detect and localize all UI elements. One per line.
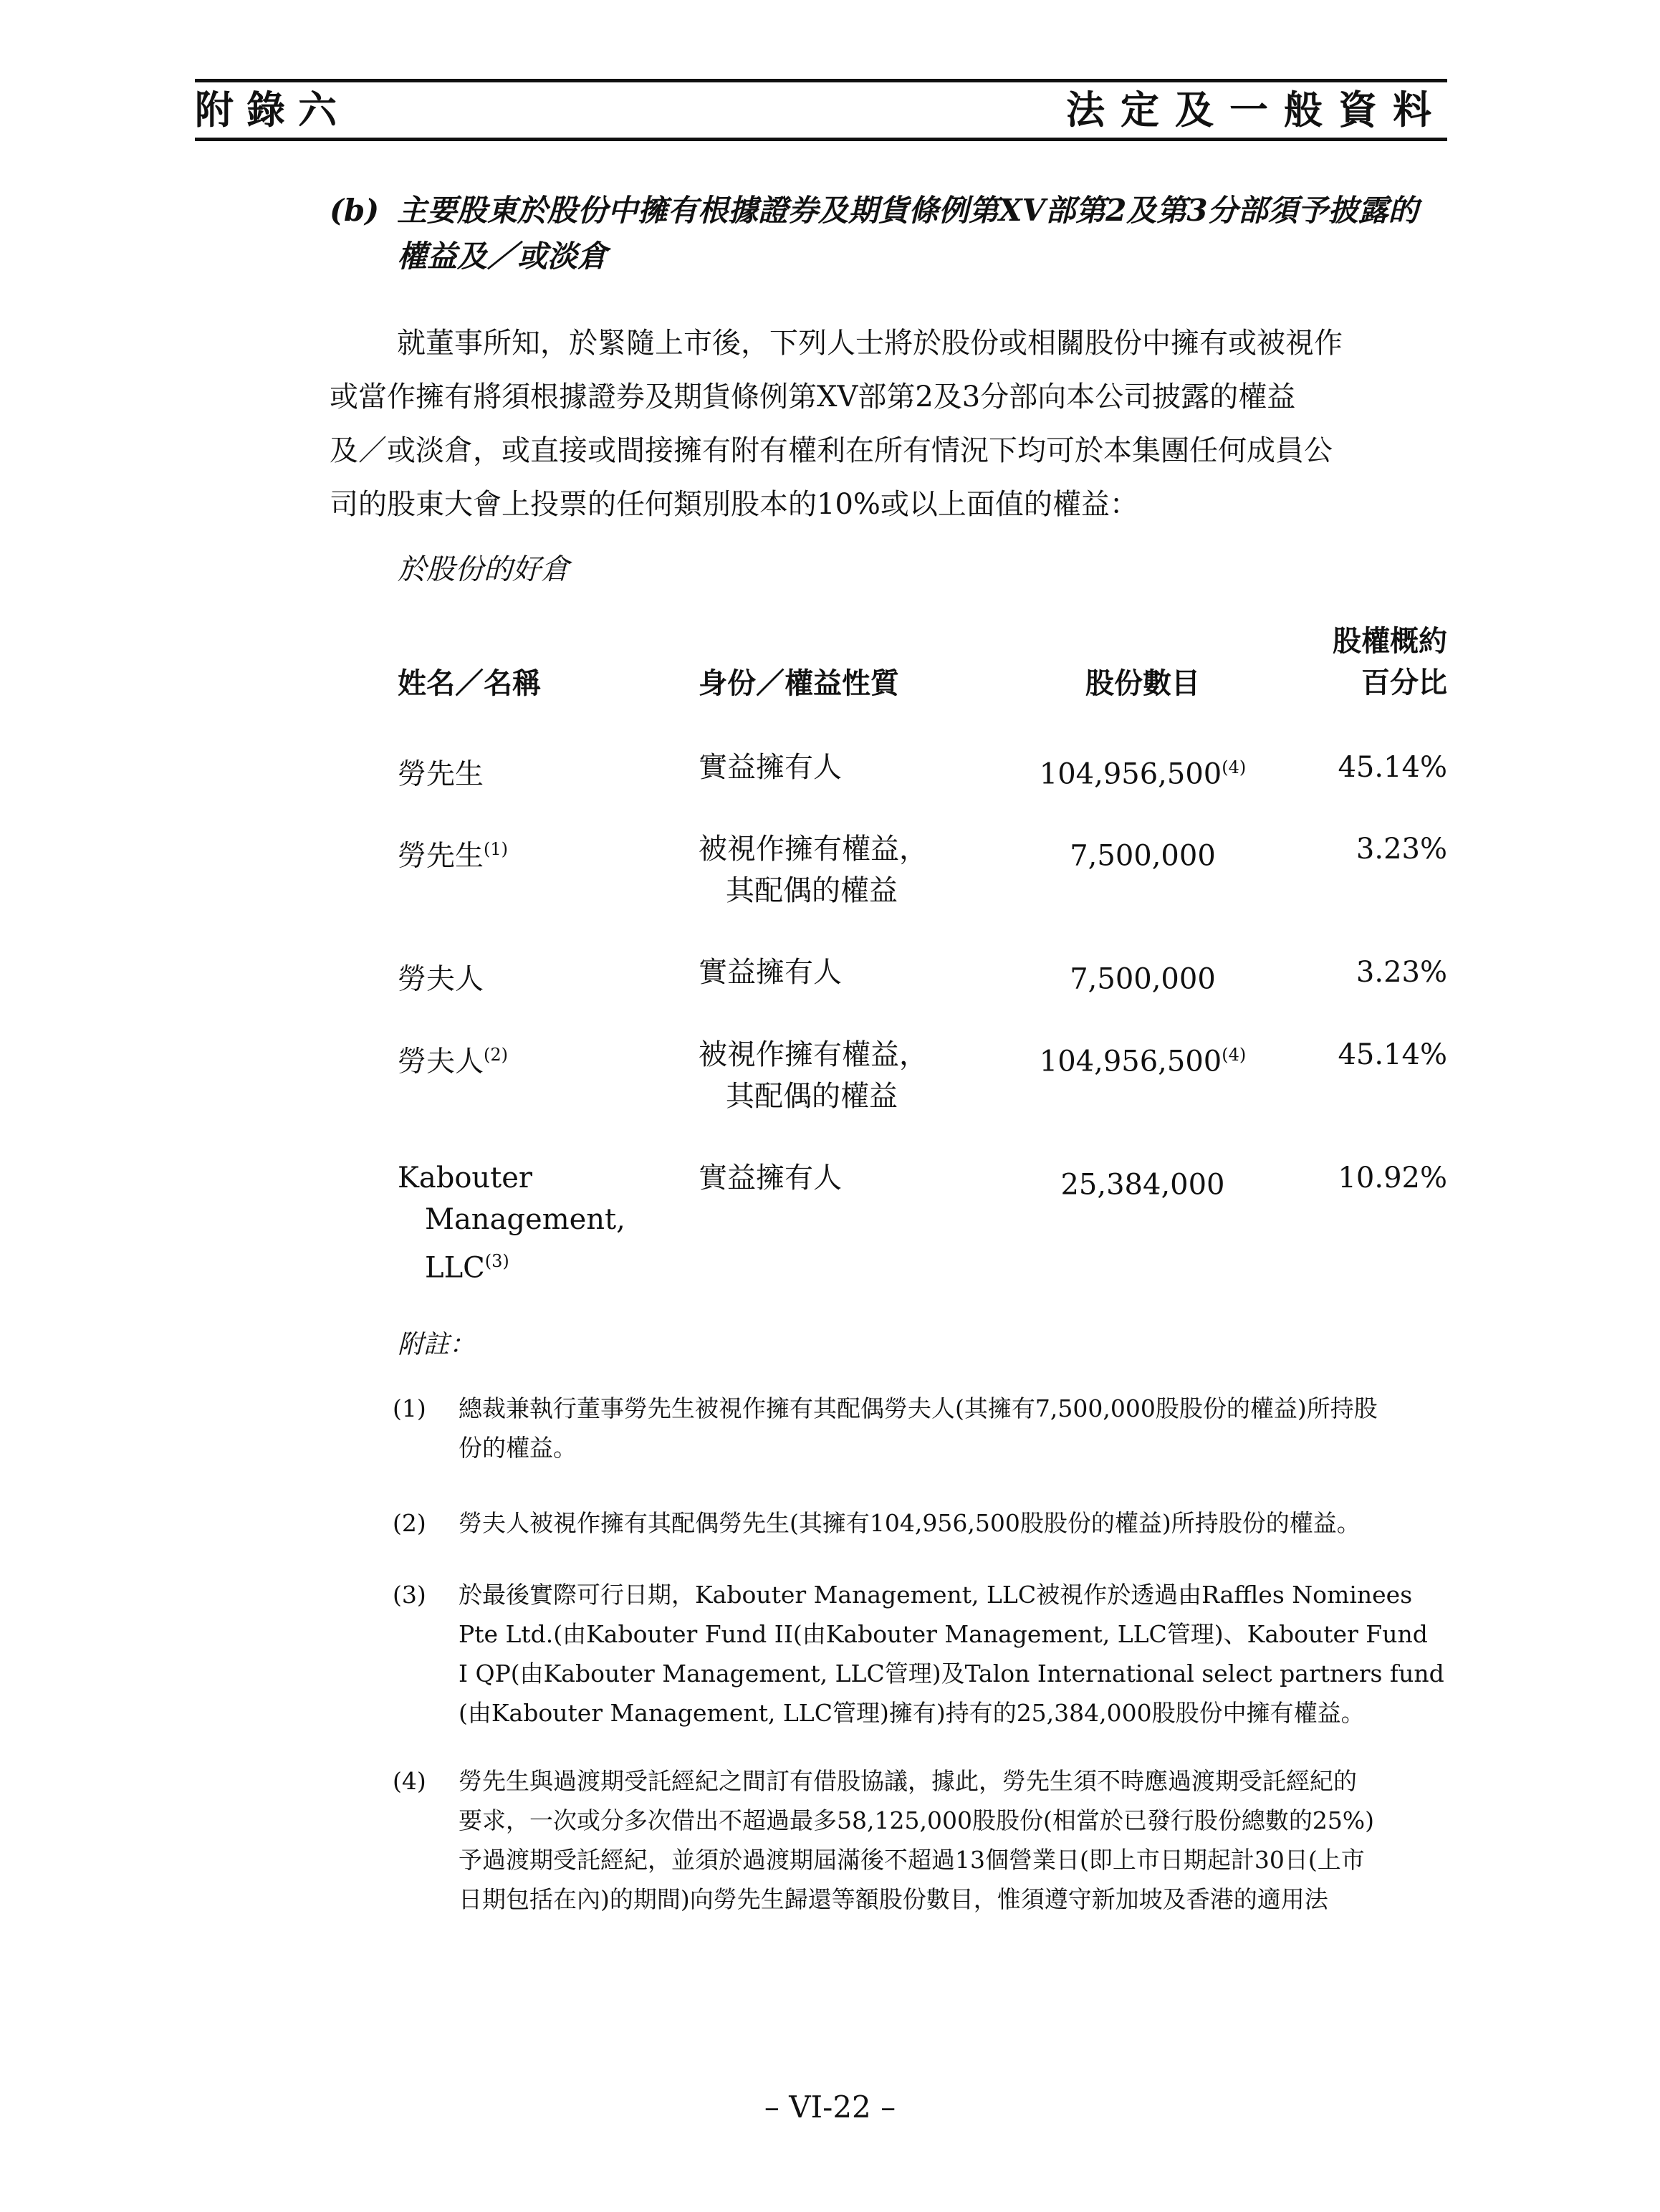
intro-paragraph bbox=[330, 317, 1447, 532]
table-row-capacity: 實益擁有人 bbox=[699, 1162, 842, 1194]
name-text: 勞夫人 bbox=[398, 962, 484, 996]
table-row-shares bbox=[982, 828, 1304, 876]
footnote-ref: (3) bbox=[484, 1251, 509, 1271]
col-header-capacity: 身份／權益性質 bbox=[699, 666, 899, 700]
capacity-line: 其配偶的權益 bbox=[726, 1080, 898, 1113]
shares-text: 104,956,500 bbox=[1039, 1045, 1222, 1078]
table-row-percentage: 45.14% bbox=[1338, 1038, 1447, 1071]
shares-text: 25,384,000 bbox=[1060, 1168, 1225, 1202]
section-label: (b) bbox=[330, 193, 380, 228]
table-row-capacity: 實益擁有人 bbox=[699, 751, 842, 784]
header-top-rule bbox=[195, 79, 1447, 82]
table-row-name bbox=[398, 1034, 508, 1082]
note-1 bbox=[393, 1389, 1447, 1468]
table-row-percentage: 10.92% bbox=[1338, 1162, 1447, 1194]
name-line bbox=[398, 1240, 625, 1288]
capacity-line: 其配偶的權益 bbox=[726, 874, 898, 907]
section-title: 法定及一般資料 bbox=[1066, 87, 1447, 133]
name-text: 勞先生 bbox=[398, 839, 484, 873]
capacity-line: 被視作擁有權益， bbox=[699, 1038, 928, 1071]
table-row-shares bbox=[982, 1157, 1304, 1205]
capacity-line: 被視作擁有權益， bbox=[699, 833, 928, 866]
name-text: 勞夫人 bbox=[398, 1045, 484, 1078]
table-subheading: 於股份的好倉 bbox=[398, 553, 570, 586]
note-line: (由Kabouter Management, LLC管理)擁有)持有的25,384,000股股份中擁有權益。 bbox=[459, 1699, 1365, 1727]
note-number: (1) bbox=[393, 1394, 426, 1422]
table-row-percentage: 45.14% bbox=[1338, 751, 1447, 784]
table-row-percentage: 3.23% bbox=[1356, 833, 1447, 866]
footnote-ref: (4) bbox=[1222, 757, 1247, 777]
note-4 bbox=[393, 1761, 1447, 1919]
page-number: – VI-22 – bbox=[764, 2089, 896, 2125]
shares-text: 7,500,000 bbox=[1070, 962, 1216, 996]
note-line: 勞夫人被視作擁有其配偶勞先生(其擁有104,956,500股股份的權益)所持股份的權益。 bbox=[459, 1509, 1361, 1537]
table-row-capacity bbox=[699, 1034, 928, 1117]
note-number: (4) bbox=[393, 1767, 426, 1795]
appendix-title: 附錄六 bbox=[195, 87, 350, 133]
table-row-percentage: 3.23% bbox=[1356, 956, 1447, 989]
note-line: 於最後實際可行日期，Kabouter Management, LLC被視作於透過由Raffles Nominees bbox=[459, 1581, 1413, 1609]
note-line: 日期包括在內)的期間)向勞先生歸還等額股份數目，惟須遵守新加坡及香港的適用法 bbox=[459, 1885, 1328, 1913]
paragraph-line: 或當作擁有將須根據證券及期貨條例第XV部第2及3分部向本公司披露的權益 bbox=[330, 380, 1296, 413]
note-body bbox=[459, 1389, 1447, 1468]
table-row-name bbox=[398, 1157, 625, 1288]
name-text: 勞先生 bbox=[398, 757, 484, 791]
table-row-shares bbox=[982, 747, 1304, 795]
paragraph-line: 就董事所知，於緊隨上市後，下列人士將於股份或相關股份中擁有或被視作 bbox=[397, 327, 1343, 360]
note-body bbox=[459, 1503, 1447, 1543]
note-number: (3) bbox=[393, 1581, 426, 1609]
note-line: Pte Ltd.(由Kabouter Fund II(由Kabouter Management, LLC管理)、Kabouter Fund bbox=[459, 1620, 1428, 1648]
table-row-name bbox=[398, 747, 484, 795]
note-number: (2) bbox=[393, 1509, 426, 1537]
table-row-name bbox=[398, 952, 484, 1000]
note-body bbox=[459, 1761, 1447, 1919]
shares-text: 7,500,000 bbox=[1070, 839, 1216, 873]
note-line: 予過渡期受託經紀，並須於過渡期屆滿後不超過13個營業日(即上市日期起計30日(上市 bbox=[459, 1846, 1365, 1874]
note-2 bbox=[393, 1503, 1447, 1543]
name-text: LLC bbox=[425, 1251, 485, 1285]
note-line: 要求，一次或分多次借出不超過最多58,125,000股股份(相當於已發行股份總數的25%) bbox=[459, 1806, 1375, 1834]
name-line: Management, bbox=[425, 1203, 625, 1236]
section-heading bbox=[330, 188, 1447, 279]
footnote-ref: (2) bbox=[484, 1045, 508, 1065]
note-3 bbox=[393, 1575, 1447, 1733]
shares-text: 104,956,500 bbox=[1039, 757, 1222, 791]
notes-label: 附註： bbox=[398, 1330, 476, 1359]
section-heading-text: 主要股東於股份中擁有根據證券及期貨條例第XV部第2及第3分部須予披露的權益及／或淡倉 bbox=[397, 193, 1419, 274]
table-row-shares bbox=[982, 952, 1304, 1000]
col-header-percentage-line1: 股權概約 bbox=[1333, 624, 1447, 658]
table-row-name bbox=[398, 828, 508, 876]
paragraph-line: 及／或淡倉，或直接或間接擁有附有權利在所有情況下均可於本集團任何成員公 bbox=[330, 434, 1333, 467]
paragraph-line: 司的股東大會上投票的任何類別股本的10%或以上面值的權益： bbox=[330, 488, 1138, 521]
col-header-shares: 股份數目 bbox=[1085, 666, 1200, 700]
name-line: Kabouter bbox=[398, 1162, 533, 1194]
header-bottom-rule bbox=[195, 138, 1447, 141]
note-line: I QP(由Kabouter Management, LLC管理)及Talon International select partners fund bbox=[459, 1660, 1444, 1687]
table-row-capacity: 實益擁有人 bbox=[699, 956, 842, 989]
col-header-name: 姓名／名稱 bbox=[398, 666, 541, 700]
table-row-shares bbox=[982, 1034, 1304, 1082]
col-header-percentage bbox=[1333, 621, 1447, 704]
footnote-ref: (1) bbox=[484, 839, 508, 859]
note-line: 勞先生與過渡期受託經紀之間訂有借股協議，據此，勞先生須不時應過渡期受託經紀的 bbox=[459, 1767, 1357, 1795]
note-line: 總裁兼執行董事勞先生被視作擁有其配偶勞夫人(其擁有7,500,000股股份的權益)所持股 bbox=[459, 1394, 1378, 1422]
footnote-ref: (4) bbox=[1222, 1045, 1247, 1065]
note-line: 份的權益。 bbox=[459, 1434, 577, 1462]
note-body bbox=[459, 1575, 1447, 1733]
col-header-percentage-line2: 百分比 bbox=[1361, 666, 1447, 699]
table-row-capacity bbox=[699, 828, 928, 911]
